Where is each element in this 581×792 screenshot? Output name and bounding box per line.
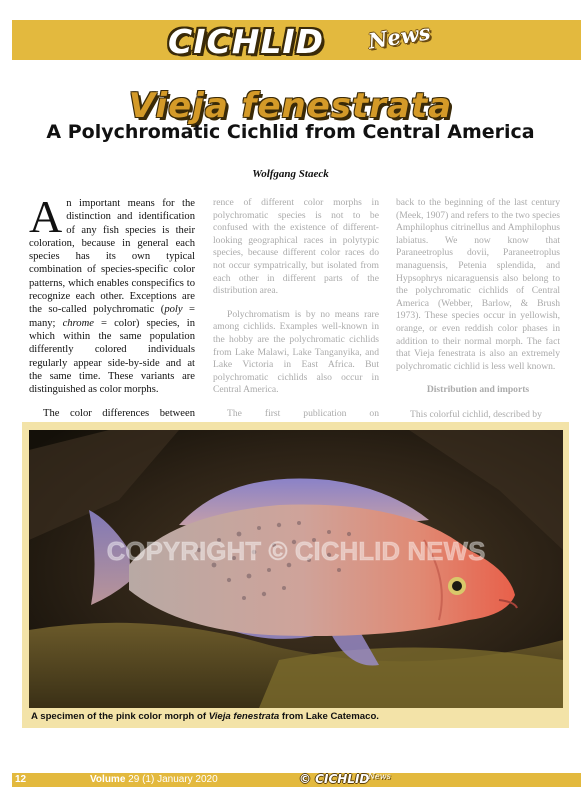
paragraph: The color differences between	[43, 408, 195, 420]
section-subhead: Distribution and imports	[426, 384, 530, 396]
drop-cap: A	[29, 191, 63, 242]
magazine-logo-suffix: News	[366, 19, 433, 54]
paragraph	[29, 191, 196, 396]
footer-logo: © CICHLID	[299, 772, 370, 786]
paragraph-text: = color) species, in which within the same population differently colored individuals regularly appear side-by-side and at the same time. These variants are distinguished as color morphs.	[29, 317, 195, 396]
footer-logo-suffix: News	[368, 772, 391, 781]
caption-species: Vieja fenestrata	[208, 711, 280, 722]
paragraph-text: = many;	[29, 304, 196, 329]
magazine-logo: CICHLID	[168, 22, 325, 61]
paragraph: The first publication on	[227, 407, 379, 419]
term-chrome: chrome	[62, 317, 94, 329]
paragraph: back to the beginning of the last century (Meek, 1907) and refers to the two species Amphilophus citrinellus and Amphilophus labiatus. We now know that Paraneetroplus dovii, Paraneetroplus managuensis, Petenia splendida, and Hypsophrys nicaraguensis also belong to the polychromatic cichlids of Central America (Webber, Barlow, & Brush 1973). These species occur in yellowish, orange, or even reddish color phases in addition to their normal morph. The fact that Vieja fenestrata is also an extremely polychromatic cichlid is less well known.	[396, 197, 560, 372]
volume-issue: 29 (1) January 2020	[128, 774, 218, 785]
paragraph: This colorful cichlid, described by	[410, 408, 542, 420]
volume-info	[90, 774, 218, 785]
text-column-2	[213, 197, 379, 457]
copyright-watermark	[107, 536, 486, 566]
text-column-3	[396, 197, 560, 433]
photo-caption	[31, 711, 379, 722]
term-poly: poly	[164, 304, 183, 316]
watermark-text: COPYRIGHT © CICHLID NEWS	[106, 536, 486, 566]
article-title: Vieja fenestrata	[128, 86, 453, 126]
article-subtitle: A Polychromatic Cichlid from Central America	[46, 121, 535, 143]
caption-text: from Lake Catemaco.	[279, 711, 379, 722]
article-author: Wolfgang Staeck	[252, 168, 329, 180]
paragraph-text: n important means for the distinction and identification of any fish species is their coloration, because in general each species has its own typical combination of species-specific color patterns, which enables conspecifics to recognize each other. Exceptions are the so-called polychromatic (	[29, 198, 195, 316]
caption-text: A specimen of the pink color morph of	[31, 711, 209, 722]
page-number: 12	[15, 774, 27, 785]
fish-photo	[29, 430, 563, 708]
paragraph: Polychromatism is by no means rare among cichlids. Examples well-known in the hobby are the polychromatic cichlids from Lake Malawi, Lake Tanganyika, and Lake Victoria in East Africa. But polychromatic cichlids also occur in Central America.	[213, 308, 379, 396]
paragraph: rence of different color morphs in polychromatic species is not to be confused with the existence of different-looking geographical races in polytypic species, because different color races do not occur sympatrically, but isolated from each other in different parts of the distribution area.	[213, 197, 379, 297]
volume-label: Volume	[90, 774, 126, 785]
